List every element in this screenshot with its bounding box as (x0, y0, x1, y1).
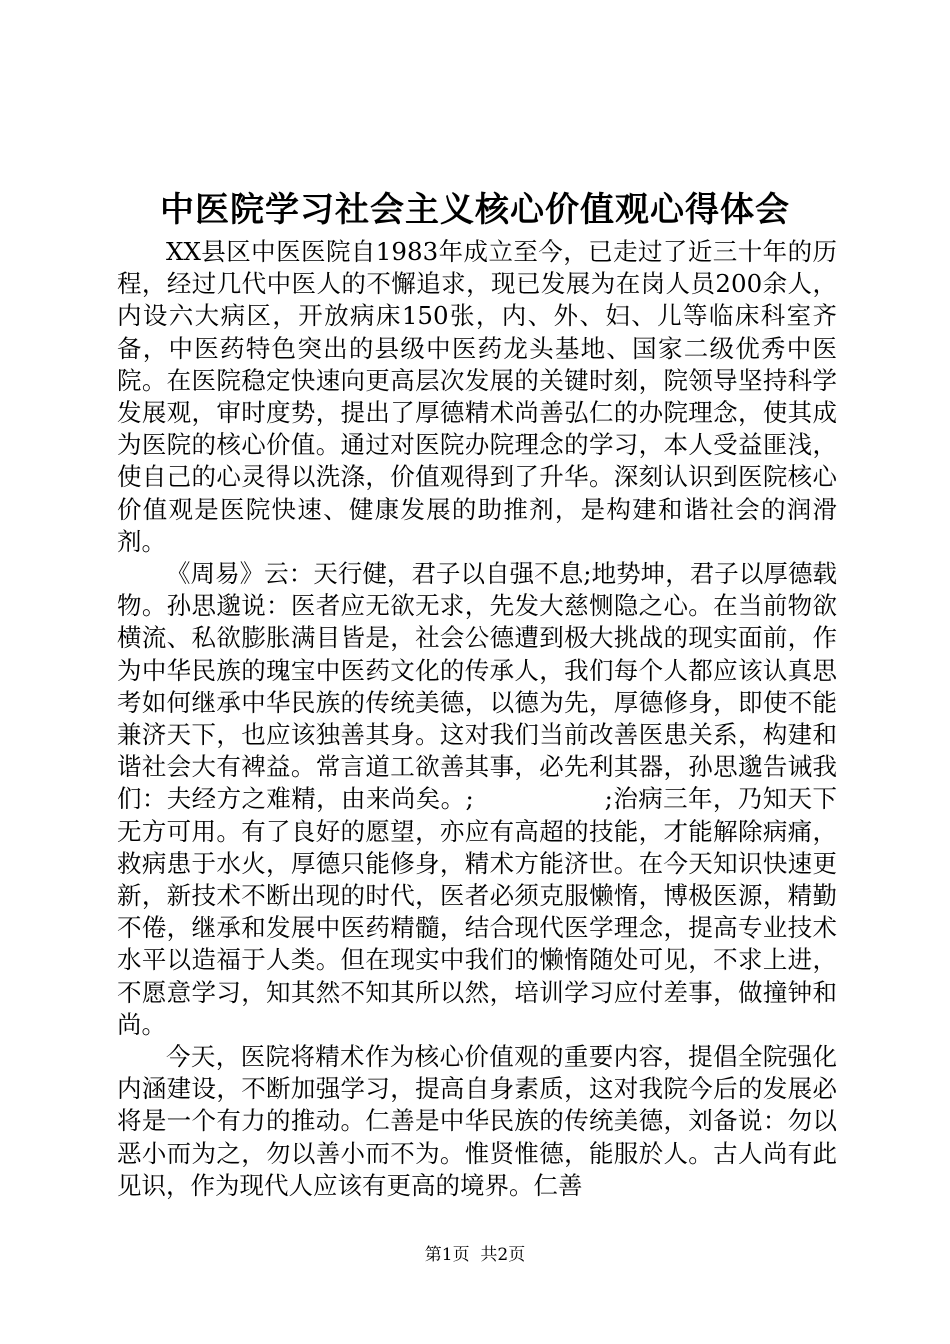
document-body (117, 236, 837, 1202)
paragraph-3: 今天，医院将精术作为核心价值观的重要内容，提倡全院强化内涵建设，不断加强学习，提高自身素质，这对我院今后的发展必将是一个有力的推动。仁善是中华民族的传统美德，刘备说：勿以恶小而为之，勿以善小而不为。惟贤惟德，能服於人。古人尚有此见识，作为现代人应该有更高的境界。仁善 (117, 1042, 837, 1200)
page-number-footer: 第1页 共2页 (424, 1245, 526, 1265)
paragraph-2: 《周易》云：天行健，君子以自强不息;地势坤，君子以厚德载物。孙思邈说：医者应无欲无求，先发大慈恻隐之心。在当前物欲横流、私欲膨胀满目皆是，社会公德遭到极大挑战的现实面前，作为中华民族的瑰宝中医药文化的传承人，我们每个人都应该认真思考如何继承中华民族的传统美德，以德为先，厚德修身，即使不能兼济天下，也应该独善其身。这对我们当前改善医患关系，构建和谐社会大有裨益。常言道工欲善其事，必先利其器，孙思邈告诫我们：夫经方之难精，由来尚矣。; ;治病三年，乃知天下无方可用。有了良好的愿望，亦应有高超的技能，才能解除病痛，救病患于水火，厚德只能修身，精术方能济世。在今天知识快速更新，新技术不断出现的时代，医者必须克服懒惰，博极医源，精勤不倦，继承和发展中医药精髓，结合现代医学理念，提高专业技术水平以造福于人类。但在现实中我们的懒惰随处可见，不求上进，不愿意学习，知其然不知其所以然，培训学习应付差事，做撞钟和尚。 (117, 559, 837, 1039)
paragraph-1: XX县区中医医院自1983年成立至今，已走过了近三十年的历程，经过几代中医人的不懈追求，现已发展为在岗人员200余人，内设六大病区，开放病床150张，内、外、妇、儿等临床科室齐备，中医药特色突出的县级中医药龙头基地、国家二级优秀中医院。在医院稳定快速向更高层次发展的关键时刻，院领导坚持科学发展观，审时度势，提出了厚德精术尚善弘仁的办院理念，使其成为医院的核心价值。通过对医院办院理念的学习，本人受益匪浅，使自己的心灵得以洗涤，价值观得到了升华。深刻认识到医院核心价值观是医院快速、健康发展的助推剂，是构建和谐社会的润滑剂。 (117, 237, 837, 556)
document-title: 中医院学习社会主义核心价值观心得体会 (160, 190, 790, 230)
